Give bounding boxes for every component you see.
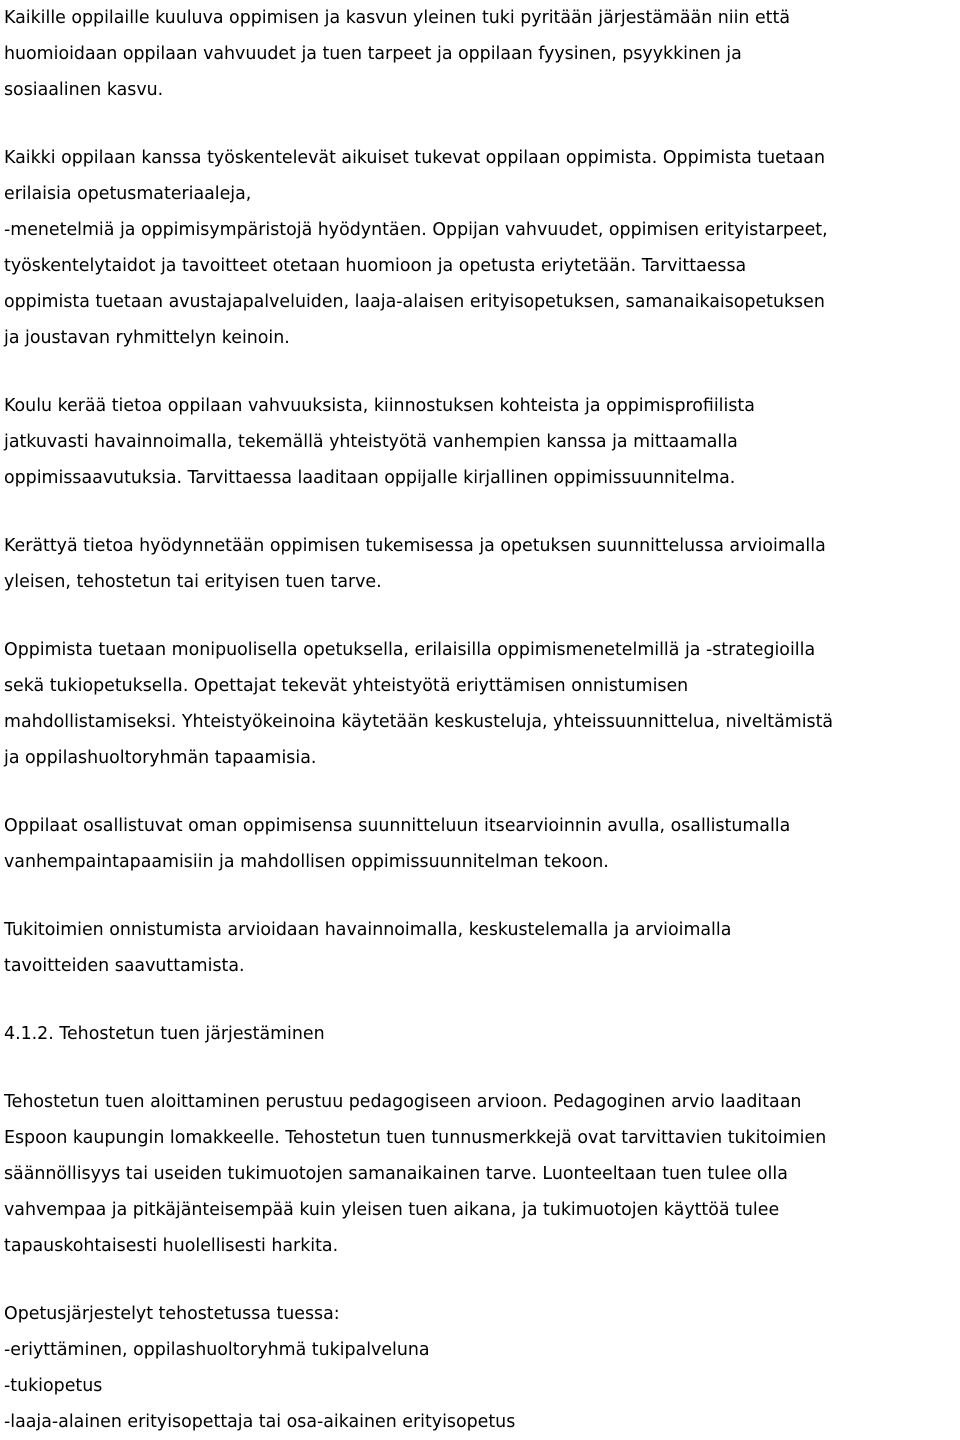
text-line: oppimissaavutuksia. Tarvittaessa laaditaan oppijalle kirjallinen oppimissuunnitelma. (4, 468, 736, 488)
list-item: -tukiopetus (4, 1376, 103, 1396)
text-line: Kaikille oppilaille kuuluva oppimisen ja kasvun yleinen tuki pyritään järjestämään niin että (4, 8, 790, 28)
list-title-text: Opetusjärjestelyt tehostetussa tuessa: (4, 1304, 340, 1324)
arrangements-list (4, 1332, 960, 1440)
text-line: sosiaalinen kasvu. (4, 80, 164, 100)
section-heading-text: 4.1.2. Tehostetun tuen järjestäminen (4, 1024, 325, 1044)
text-line: jatkuvasti havainnoimalla, tekemällä yhteistyötä vanhempien kanssa ja mittaamalla (4, 432, 738, 452)
text-line: ja oppilashuoltoryhmän tapaamisia. (4, 748, 317, 768)
text-line: erilaisia opetusmateriaaleja, (4, 184, 252, 204)
text-line: tapauskohtaisesti huolellisesti harkita. (4, 1236, 339, 1256)
text-line: Kaikki oppilaan kanssa työskentelevät aikuiset tukevat oppilaan oppimista. Oppimista tuetaan (4, 148, 825, 168)
text-line: vahvempaa ja pitkäjänteisempää kuin yleisen tuen aikana, ja tukimuotojen käyttöä tulee (4, 1200, 780, 1220)
paragraph-student-participation (4, 808, 960, 880)
paragraph-information-use (4, 528, 960, 600)
text-line: huomioidaan oppilaan vahvuudet ja tuen tarpeet ja oppilaan fyysinen, psyykkinen ja (4, 44, 742, 64)
paragraph-general-support (4, 0, 960, 108)
text-line: Kerättyä tietoa hyödynnetään oppimisen tukemisessa ja opetuksen suunnittelussa arvioimalla (4, 536, 826, 556)
document-page (4, 0, 960, 1440)
paragraph-adults-support (4, 140, 960, 356)
text-line: säännöllisyys tai useiden tukimuotojen samanaikainen tarve. Luonteeltaan tuen tulee olla (4, 1164, 788, 1184)
list-item: -laaja-alainen erityisopettaja tai osa-aikainen erityisopetus (4, 1412, 516, 1432)
text-line: Koulu kerää tietoa oppilaan vahvuuksista, kiinnostuksen kohteista ja oppimisprofiilista (4, 396, 755, 416)
text-line: sekä tukiopetuksella. Opettajat tekevät yhteistyötä eriyttämisen onnistumisen (4, 676, 689, 696)
text-line: -menetelmiä ja oppimisympäristojä hyödyntäen. Oppijan vahvuudet, oppimisen erityistarpeet, (4, 220, 828, 240)
paragraph-teaching-methods (4, 632, 960, 776)
text-line: Oppilaat osallistuvat oman oppimisensa suunnitteluun itsearvioinnin avulla, osallistumalla (4, 816, 791, 836)
text-line: Oppimista tuetaan monipuolisella opetuksella, erilaisilla oppimismenetelmillä ja -strategioilla (4, 640, 816, 660)
list-title (4, 1296, 960, 1332)
text-line: ja joustavan ryhmittelyn keinoin. (4, 328, 290, 348)
paragraph-information-gathering (4, 388, 960, 496)
text-line: oppimista tuetaan avustajapalveluiden, laaja-alaisen erityisopetuksen, samanaikaisopetuksen (4, 292, 825, 312)
text-line: työskentelytaidot ja tavoitteet otetaan huomioon ja opetusta eriytetään. Tarvittaessa (4, 256, 747, 276)
text-line: mahdollistamiseksi. Yhteistyökeinoina käytetään keskusteluja, yhteissuunnittelua, niveltämistä (4, 712, 834, 732)
text-line: vanhempaintapaamisiin ja mahdollisen oppimissuunnitelman tekoon. (4, 852, 609, 872)
text-line: Tehostetun tuen aloittaminen perustuu pedagogiseen arvioon. Pedagoginen arvio laaditaan (4, 1092, 802, 1112)
list-item: -eriyttäminen, oppilashuoltoryhmä tukipalveluna (4, 1340, 430, 1360)
text-line: yleisen, tehostetun tai erityisen tuen tarve. (4, 572, 382, 592)
text-line: Tukitoimien onnistumista arvioidaan havainnoimalla, keskustelemalla ja arvioimalla (4, 920, 732, 940)
paragraph-evaluation (4, 912, 960, 984)
section-heading (4, 1016, 960, 1052)
text-line: Espoon kaupungin lomakkeelle. Tehostetun tuen tunnusmerkkejä ovat tarvittavien tukitoimien (4, 1128, 827, 1148)
text-line: tavoitteiden saavuttamista. (4, 956, 245, 976)
paragraph-intensified-support (4, 1084, 960, 1264)
